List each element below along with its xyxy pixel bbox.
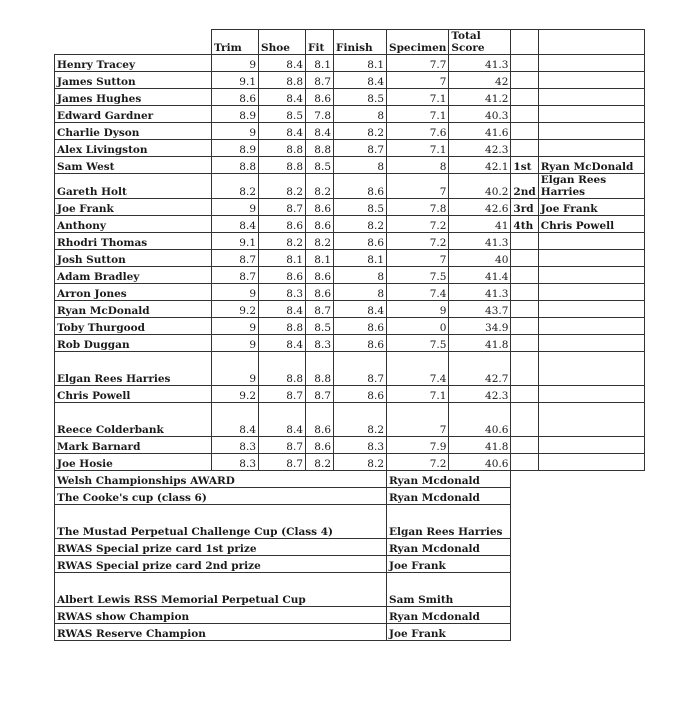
score-specimen: 8 bbox=[387, 157, 449, 174]
score-specimen: 9 bbox=[387, 301, 449, 318]
score-trim: 8.7 bbox=[212, 267, 259, 284]
score-total: 34.9 bbox=[449, 318, 511, 335]
score-trim: 8.7 bbox=[212, 250, 259, 267]
placing-label bbox=[511, 267, 538, 284]
score-total: 42.3 bbox=[449, 140, 511, 157]
score-fit: 8.7 bbox=[306, 386, 334, 403]
score-finish: 8 bbox=[334, 267, 387, 284]
score-shoe: 8.4 bbox=[259, 403, 306, 437]
score-specimen: 7.2 bbox=[387, 216, 449, 233]
competitor-name: James Hughes bbox=[55, 89, 212, 106]
competitor-name: Joe Hosie bbox=[55, 454, 212, 471]
placing-label bbox=[511, 72, 538, 89]
competitor-name: Josh Sutton bbox=[55, 250, 212, 267]
score-finish: 8.4 bbox=[334, 301, 387, 318]
award-blank bbox=[511, 624, 644, 641]
score-specimen: 7.6 bbox=[387, 123, 449, 140]
score-specimen: 7.1 bbox=[387, 386, 449, 403]
score-specimen: 7.5 bbox=[387, 335, 449, 352]
score-trim: 9 bbox=[212, 284, 259, 301]
score-fit: 8.6 bbox=[306, 89, 334, 106]
score-total: 41.2 bbox=[449, 89, 511, 106]
competitor-name: Elgan Rees Harries bbox=[55, 352, 212, 386]
score-finish: 8 bbox=[334, 284, 387, 301]
award-blank bbox=[511, 556, 644, 573]
competitor-name: Toby Thurgood bbox=[55, 318, 212, 335]
placing-label: 2nd bbox=[511, 174, 538, 199]
score-finish: 8.6 bbox=[334, 318, 387, 335]
score-finish: 8.6 bbox=[334, 335, 387, 352]
placing-label bbox=[511, 89, 538, 106]
score-fit: 8.1 bbox=[306, 250, 334, 267]
score-trim: 8.4 bbox=[212, 403, 259, 437]
score-fit: 8.2 bbox=[306, 174, 334, 199]
placing-label: 4th bbox=[511, 216, 538, 233]
competitor-name: Rob Duggan bbox=[55, 335, 212, 352]
table-row bbox=[55, 72, 645, 89]
placing-label: 1st bbox=[511, 157, 538, 174]
score-fit: 8.1 bbox=[306, 55, 334, 72]
score-specimen: 7.1 bbox=[387, 140, 449, 157]
score-finish: 8.6 bbox=[334, 386, 387, 403]
score-fit: 8.6 bbox=[306, 284, 334, 301]
placing-label bbox=[511, 106, 538, 123]
score-shoe: 8.7 bbox=[259, 454, 306, 471]
placing-label bbox=[511, 454, 538, 471]
score-shoe: 8.4 bbox=[259, 55, 306, 72]
score-specimen: 7.1 bbox=[387, 106, 449, 123]
score-finish: 8.7 bbox=[334, 352, 387, 386]
score-finish: 8 bbox=[334, 106, 387, 123]
score-shoe: 8.5 bbox=[259, 106, 306, 123]
column-header: Specimen bbox=[387, 30, 449, 55]
score-total: 42.6 bbox=[449, 199, 511, 216]
header-row bbox=[55, 30, 645, 55]
placing-name bbox=[538, 106, 644, 123]
table-row bbox=[55, 454, 645, 471]
table-row bbox=[55, 157, 645, 174]
score-fit: 8.4 bbox=[306, 123, 334, 140]
column-header: Fit bbox=[306, 30, 334, 55]
column-header: Finish bbox=[334, 30, 387, 55]
score-finish: 8.3 bbox=[334, 437, 387, 454]
score-shoe: 8.4 bbox=[259, 123, 306, 140]
score-specimen: 7 bbox=[387, 174, 449, 199]
competitor-name: Reece Colderbank bbox=[55, 403, 212, 437]
score-fit: 8.2 bbox=[306, 233, 334, 250]
placing-name bbox=[538, 454, 644, 471]
score-total: 40 bbox=[449, 250, 511, 267]
award-blank bbox=[511, 607, 644, 624]
competitor-name: Chris Powell bbox=[55, 386, 212, 403]
table-row bbox=[55, 123, 645, 140]
score-specimen: 7.9 bbox=[387, 437, 449, 454]
score-finish: 8.2 bbox=[334, 216, 387, 233]
score-trim: 9 bbox=[212, 55, 259, 72]
score-finish: 8.2 bbox=[334, 454, 387, 471]
score-fit: 8.3 bbox=[306, 335, 334, 352]
score-fit: 8.2 bbox=[306, 454, 334, 471]
score-finish: 8.1 bbox=[334, 250, 387, 267]
competitor-name: Joe Frank bbox=[55, 199, 212, 216]
score-specimen: 7.5 bbox=[387, 267, 449, 284]
award-winner: Ryan Mcdonald bbox=[387, 607, 511, 624]
score-total: 41 bbox=[449, 216, 511, 233]
score-specimen: 7.4 bbox=[387, 352, 449, 386]
score-finish: 8 bbox=[334, 157, 387, 174]
award-winner: Elgan Rees Harries bbox=[387, 505, 511, 539]
score-shoe: 8.1 bbox=[259, 250, 306, 267]
score-specimen: 7.4 bbox=[387, 284, 449, 301]
score-trim: 8.3 bbox=[212, 437, 259, 454]
award-winner: Joe Frank bbox=[387, 556, 511, 573]
score-shoe: 8.7 bbox=[259, 386, 306, 403]
award-row bbox=[55, 556, 645, 573]
award-label: RWAS show Champion bbox=[55, 607, 387, 624]
award-blank bbox=[511, 471, 644, 488]
table-row bbox=[55, 233, 645, 250]
score-finish: 8.6 bbox=[334, 233, 387, 250]
score-shoe: 8.7 bbox=[259, 437, 306, 454]
score-shoe: 8.8 bbox=[259, 72, 306, 89]
award-winner: Ryan Mcdonald bbox=[387, 539, 511, 556]
score-specimen: 7 bbox=[387, 72, 449, 89]
score-total: 41.8 bbox=[449, 437, 511, 454]
column-header: Trim bbox=[212, 30, 259, 55]
placing-name bbox=[538, 335, 644, 352]
placing-label bbox=[511, 335, 538, 352]
score-finish: 8.2 bbox=[334, 123, 387, 140]
placing-name bbox=[538, 72, 644, 89]
score-total: 41.8 bbox=[449, 335, 511, 352]
score-total: 40.3 bbox=[449, 106, 511, 123]
score-finish: 8.2 bbox=[334, 403, 387, 437]
table-row bbox=[55, 267, 645, 284]
placing-label bbox=[511, 250, 538, 267]
placing-name bbox=[538, 301, 644, 318]
placing-label bbox=[511, 123, 538, 140]
score-fit: 8.6 bbox=[306, 403, 334, 437]
award-label: RWAS Special prize card 1st prize bbox=[55, 539, 387, 556]
award-label: Albert Lewis RSS Memorial Perpetual Cup bbox=[55, 573, 387, 607]
placing-name: Elgan Rees Harries bbox=[538, 174, 644, 199]
scores-table bbox=[54, 29, 645, 641]
competitor-name: Rhodri Thomas bbox=[55, 233, 212, 250]
score-shoe: 8.2 bbox=[259, 233, 306, 250]
score-fit: 8.8 bbox=[306, 352, 334, 386]
score-finish: 8.7 bbox=[334, 140, 387, 157]
competitor-name: Edward Gardner bbox=[55, 106, 212, 123]
score-total: 41.6 bbox=[449, 123, 511, 140]
table-row bbox=[55, 403, 645, 437]
column-header: Total Score bbox=[449, 30, 511, 55]
placing-label bbox=[511, 233, 538, 250]
score-total: 41.3 bbox=[449, 233, 511, 250]
placing-name bbox=[538, 123, 644, 140]
competitor-name: Adam Bradley bbox=[55, 267, 212, 284]
placing-label bbox=[511, 55, 538, 72]
score-trim: 8.9 bbox=[212, 140, 259, 157]
table-row bbox=[55, 301, 645, 318]
score-total: 41.3 bbox=[449, 284, 511, 301]
award-row bbox=[55, 539, 645, 556]
score-finish: 8.1 bbox=[334, 55, 387, 72]
competitor-name: Arron Jones bbox=[55, 284, 212, 301]
table-row bbox=[55, 89, 645, 106]
score-total: 41.3 bbox=[449, 55, 511, 72]
table-row bbox=[55, 106, 645, 123]
placing-label bbox=[511, 437, 538, 454]
placing-label bbox=[511, 284, 538, 301]
score-shoe: 8.8 bbox=[259, 318, 306, 335]
placing-name bbox=[538, 284, 644, 301]
award-blank bbox=[511, 505, 644, 539]
score-shoe: 8.6 bbox=[259, 267, 306, 284]
placing-name bbox=[538, 55, 644, 72]
table-row bbox=[55, 55, 645, 72]
placing-name bbox=[538, 318, 644, 335]
score-specimen: 7.7 bbox=[387, 55, 449, 72]
score-total: 42.3 bbox=[449, 386, 511, 403]
award-blank bbox=[511, 488, 644, 505]
competitor-name: Gareth Holt bbox=[55, 174, 212, 199]
placing-label bbox=[511, 403, 538, 437]
table-row bbox=[55, 199, 645, 216]
placing-name bbox=[538, 267, 644, 284]
placing-name bbox=[538, 233, 644, 250]
placing-label bbox=[511, 140, 538, 157]
placing-name bbox=[538, 140, 644, 157]
table-row bbox=[55, 216, 645, 233]
score-specimen: 7.2 bbox=[387, 454, 449, 471]
score-finish: 8.5 bbox=[334, 199, 387, 216]
score-fit: 7.8 bbox=[306, 106, 334, 123]
score-shoe: 8.4 bbox=[259, 301, 306, 318]
award-winner: Ryan Mcdonald bbox=[387, 488, 511, 505]
table-row bbox=[55, 335, 645, 352]
award-blank bbox=[511, 539, 644, 556]
score-specimen: 7 bbox=[387, 250, 449, 267]
table-row bbox=[55, 250, 645, 267]
score-shoe: 8.8 bbox=[259, 140, 306, 157]
table-row bbox=[55, 352, 645, 386]
score-total: 40.6 bbox=[449, 454, 511, 471]
score-trim: 9.1 bbox=[212, 233, 259, 250]
placing-name bbox=[538, 352, 644, 386]
score-fit: 8.6 bbox=[306, 437, 334, 454]
score-shoe: 8.3 bbox=[259, 284, 306, 301]
placing-name bbox=[538, 386, 644, 403]
column-header: Shoe bbox=[259, 30, 306, 55]
score-shoe: 8.4 bbox=[259, 335, 306, 352]
header-extra-1 bbox=[511, 30, 538, 55]
score-total: 41.4 bbox=[449, 267, 511, 284]
score-trim: 9.1 bbox=[212, 72, 259, 89]
placing-name: Ryan McDonald bbox=[538, 157, 644, 174]
placing-name: Joe Frank bbox=[538, 199, 644, 216]
award-winner: Sam Smith bbox=[387, 573, 511, 607]
competitor-name: Anthony bbox=[55, 216, 212, 233]
award-row bbox=[55, 488, 645, 505]
score-shoe: 8.7 bbox=[259, 199, 306, 216]
score-trim: 8.6 bbox=[212, 89, 259, 106]
score-fit: 8.6 bbox=[306, 199, 334, 216]
competitor-name: James Sutton bbox=[55, 72, 212, 89]
score-shoe: 8.2 bbox=[259, 174, 306, 199]
score-fit: 8.5 bbox=[306, 157, 334, 174]
header-blank bbox=[55, 30, 212, 55]
award-blank bbox=[511, 573, 644, 607]
award-label: RWAS Special prize card 2nd prize bbox=[55, 556, 387, 573]
score-fit: 8.6 bbox=[306, 267, 334, 284]
score-specimen: 7.1 bbox=[387, 89, 449, 106]
placing-name bbox=[538, 403, 644, 437]
score-total: 42.1 bbox=[449, 157, 511, 174]
table-row bbox=[55, 140, 645, 157]
competitor-name: Sam West bbox=[55, 157, 212, 174]
score-total: 40.6 bbox=[449, 403, 511, 437]
award-label: RWAS Reserve Champion bbox=[55, 624, 387, 641]
placing-label bbox=[511, 301, 538, 318]
score-fit: 8.5 bbox=[306, 318, 334, 335]
score-specimen: 7 bbox=[387, 403, 449, 437]
score-total: 43.7 bbox=[449, 301, 511, 318]
score-total: 42 bbox=[449, 72, 511, 89]
score-trim: 8.3 bbox=[212, 454, 259, 471]
award-label: The Mustad Perpetual Challenge Cup (Class 4) bbox=[55, 505, 387, 539]
award-row bbox=[55, 607, 645, 624]
score-trim: 9 bbox=[212, 123, 259, 140]
placing-name bbox=[538, 437, 644, 454]
placing-label bbox=[511, 352, 538, 386]
score-shoe: 8.4 bbox=[259, 89, 306, 106]
award-row bbox=[55, 573, 645, 607]
score-trim: 9 bbox=[212, 352, 259, 386]
placing-label bbox=[511, 318, 538, 335]
score-specimen: 7.2 bbox=[387, 233, 449, 250]
score-fit: 8.7 bbox=[306, 72, 334, 89]
award-row bbox=[55, 505, 645, 539]
placing-name bbox=[538, 89, 644, 106]
award-row bbox=[55, 471, 645, 488]
score-trim: 9.2 bbox=[212, 301, 259, 318]
score-finish: 8.6 bbox=[334, 174, 387, 199]
competitor-name: Ryan McDonald bbox=[55, 301, 212, 318]
score-fit: 8.6 bbox=[306, 216, 334, 233]
score-specimen: 7.8 bbox=[387, 199, 449, 216]
table-row bbox=[55, 284, 645, 301]
score-trim: 8.9 bbox=[212, 106, 259, 123]
competitor-name: Henry Tracey bbox=[55, 55, 212, 72]
placing-name bbox=[538, 250, 644, 267]
competitor-name: Charlie Dyson bbox=[55, 123, 212, 140]
table-row bbox=[55, 318, 645, 335]
score-specimen: 0 bbox=[387, 318, 449, 335]
score-trim: 8.2 bbox=[212, 174, 259, 199]
score-trim: 9 bbox=[212, 335, 259, 352]
score-trim: 9 bbox=[212, 199, 259, 216]
score-fit: 8.7 bbox=[306, 301, 334, 318]
score-shoe: 8.8 bbox=[259, 352, 306, 386]
score-trim: 8.4 bbox=[212, 216, 259, 233]
header-extra-2 bbox=[538, 30, 644, 55]
score-finish: 8.5 bbox=[334, 89, 387, 106]
score-total: 40.2 bbox=[449, 174, 511, 199]
score-trim: 8.8 bbox=[212, 157, 259, 174]
placing-name: Chris Powell bbox=[538, 216, 644, 233]
placing-label bbox=[511, 386, 538, 403]
score-trim: 9.2 bbox=[212, 386, 259, 403]
award-winner: Joe Frank bbox=[387, 624, 511, 641]
table-row bbox=[55, 174, 645, 199]
award-label: Welsh Championships AWARD bbox=[55, 471, 387, 488]
award-winner: Ryan Mcdonald bbox=[387, 471, 511, 488]
award-label: The Cooke's cup (class 6) bbox=[55, 488, 387, 505]
award-row bbox=[55, 624, 645, 641]
score-shoe: 8.8 bbox=[259, 157, 306, 174]
competitor-name: Mark Barnard bbox=[55, 437, 212, 454]
score-finish: 8.4 bbox=[334, 72, 387, 89]
score-total: 42.7 bbox=[449, 352, 511, 386]
table-row bbox=[55, 386, 645, 403]
placing-label: 3rd bbox=[511, 199, 538, 216]
score-shoe: 8.6 bbox=[259, 216, 306, 233]
score-trim: 9 bbox=[212, 318, 259, 335]
table-row bbox=[55, 437, 645, 454]
score-fit: 8.8 bbox=[306, 140, 334, 157]
competitor-name: Alex Livingston bbox=[55, 140, 212, 157]
